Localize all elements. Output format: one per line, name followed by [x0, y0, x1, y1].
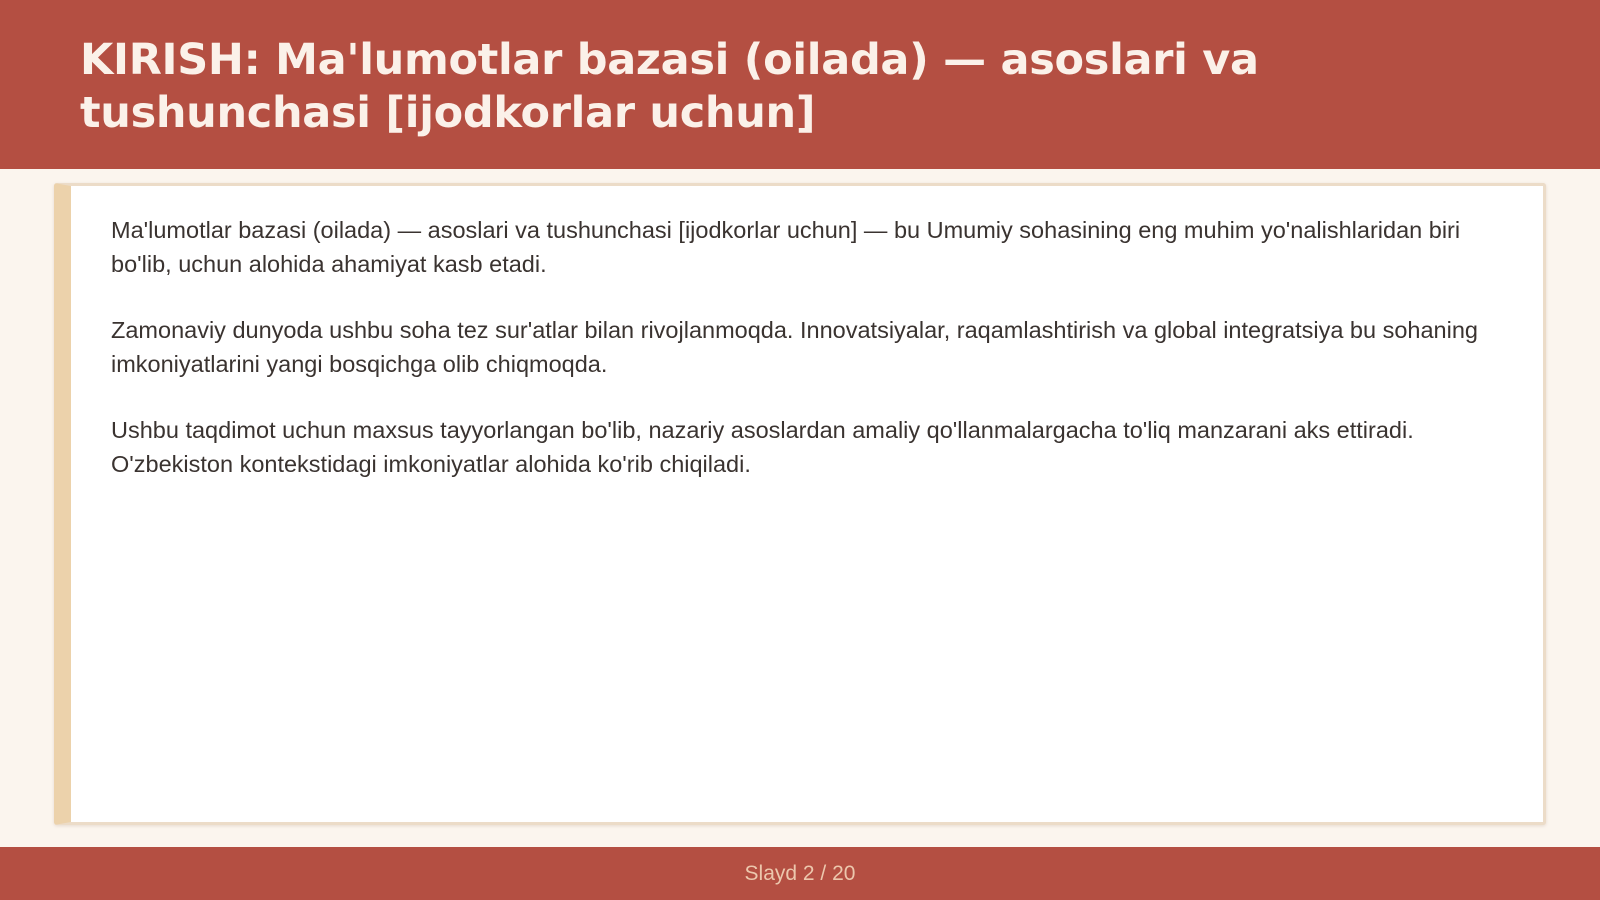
slide-title: KIRISH: Ma'lumotlar bazasi (oilada) — asoslari va tushunchasi [ijodkorlar uchun]: [80, 35, 1259, 138]
slide-footer: [0, 847, 1600, 900]
slide-counter: Slayd 2 / 20: [744, 861, 856, 885]
development-paragraph: Zamonaviy dunyoda ushbu soha tez sur'atlar bilan rivojlanmoqda. Innovatsiyalar, raqamlashtirish va global integratsiya bu sohaning imkoniyatlarini yangi bosqichga olib chiqmoqda.: [111, 317, 1478, 377]
content-card: [54, 183, 1546, 825]
presentation-paragraph: Ushbu taqdimot uchun maxsus tayyorlangan bo'lib, nazariy asoslardan amaliy qo'llanmalargacha to'liq manzarani aks ettiradi. O'zbekiston kontekstidagi imkoniyatlar alohida ko'rib chiqiladi.: [111, 417, 1414, 477]
intro-paragraph: Ma'lumotlar bazasi (oilada) — asoslari va tushunchasi [ijodkorlar uchun] — bu Umumiy sohasining eng muhim yo'nalishlaridan biri bo'lib, uchun alohida ahamiyat kasb etadi.: [111, 217, 1461, 277]
slide-header: [0, 0, 1600, 169]
